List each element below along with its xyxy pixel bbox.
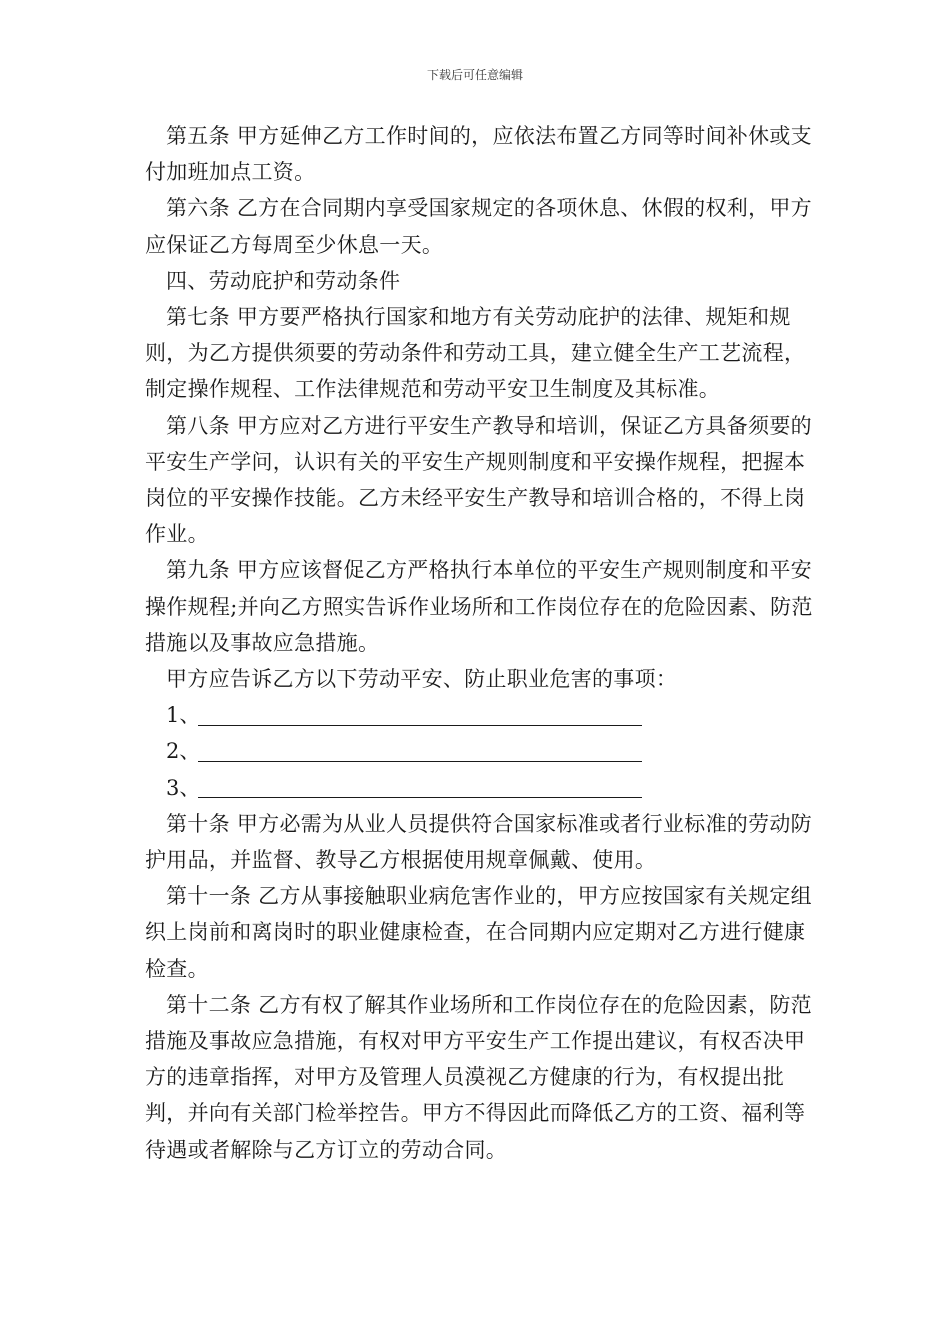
fill-in-number: 2、 — [166, 739, 201, 764]
document-body — [145, 118, 825, 1168]
fill-in-blank — [198, 797, 642, 798]
fill-in-blank — [198, 761, 642, 762]
article-9: 第九条 甲方应该督促乙方严格执行本单位的平安生产规则制度和平安操作规程;并向乙方照实告诉作业场所和工作岗位存在的危险因素、防范措施以及事故应急措施。 — [145, 558, 813, 655]
section-heading-4: 四、劳动庇护和劳动条件 — [166, 268, 401, 293]
article-10: 第十条 甲方必需为从业人员提供符合国家标准或者行业标准的劳动防护用品，并监督、教导乙方根据使用规章佩戴、使用。 — [145, 811, 812, 873]
article-12: 第十二条 乙方有权了解其作业场所和工作岗位存在的危险因素，防范措施及事故应急措施，有权对甲方平安生产工作提出建议，有权否决甲方的违章指挥，对甲方及管理人员漠视乙方健康的行为，有权提出批判，并向有关部门检举控告。甲方不得因此而降低乙方的工资、福利等待遇或者解除与乙方订立的劳动合同。 — [145, 992, 812, 1162]
fill-in-line-3 — [145, 770, 825, 806]
article-5: 第五条 甲方延伸乙方工作时间的，应依法布置乙方同等时间补休或支付加班加点工资。 — [145, 124, 812, 185]
article-7: 第七条 甲方要严格执行国家和地方有关劳动庇护的法律、规矩和规则，为乙方提供须要的劳动条件和劳动工具，建立健全生产工艺流程，制定操作规程、工作法律规范和劳动平安卫生制度及其标准。 — [145, 305, 806, 402]
fill-in-number: 1、 — [166, 703, 201, 728]
fill-in-blank — [198, 725, 642, 726]
fill-in-line-1 — [145, 697, 825, 733]
article-8: 第八条 甲方应对乙方进行平安生产教导和培训，保证乙方具备须要的平安生产学问，认识有关的平安生产规则制度和平安操作规程，把握本岗位的平安操作技能。乙方未经平安生产教导和培训合格的，不得上岗作业。 — [145, 413, 812, 547]
fill-in-line-2 — [145, 733, 825, 769]
fill-in-number: 3、 — [166, 775, 201, 800]
article-6: 第六条 乙方在合同期内享受国家规定的各项休息、休假的权利，甲方应保证乙方每周至少休息一天。 — [145, 196, 812, 257]
notice-intro: 甲方应告诉乙方以下劳动平安、防止职业危害的事项： — [166, 667, 678, 692]
header-note: 下载后可任意编辑 — [426, 68, 523, 82]
article-11: 第十一条 乙方从事接触职业病危害作业的，甲方应按国家有关规定组织上岗前和离岗时的职业健康检查，在合同期内应定期对乙方进行健康检查。 — [145, 884, 812, 981]
